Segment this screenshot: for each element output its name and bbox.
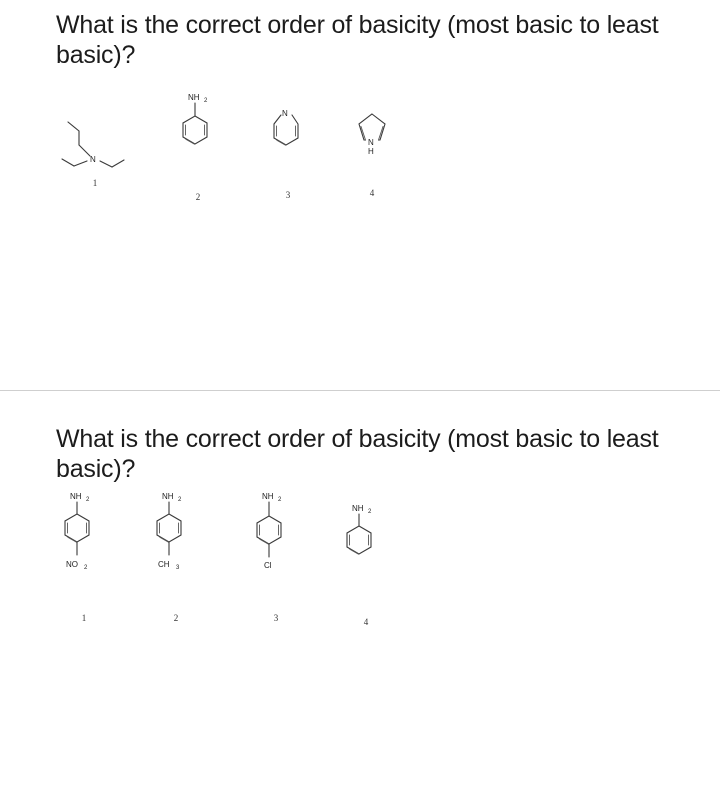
amine-top-subscript: 2 bbox=[368, 509, 372, 515]
question-2-text: What is the correct order of basicity (most basic to least basic)? bbox=[56, 425, 659, 483]
nitroaniline-svg bbox=[48, 487, 120, 597]
structure-4-nitroaniline bbox=[48, 487, 120, 623]
structure-label-3: 3 bbox=[285, 190, 291, 200]
structure-label-1: 1 bbox=[81, 613, 87, 623]
structure-triethylamine bbox=[52, 106, 138, 188]
amine-top-subscript: 2 bbox=[178, 497, 182, 503]
aniline2-svg bbox=[330, 499, 402, 595]
amine-label: NH bbox=[188, 93, 200, 102]
structure-label-4: 4 bbox=[369, 188, 375, 198]
pyrrole-svg bbox=[342, 100, 402, 174]
structure-aniline-2 bbox=[330, 499, 402, 627]
chlorine-bottom-label: Cl bbox=[264, 561, 272, 570]
structure-aniline-1 bbox=[168, 88, 228, 202]
aniline-svg bbox=[168, 88, 228, 176]
structure-label-1: 1 bbox=[92, 178, 98, 188]
question-block-2 bbox=[0, 392, 720, 796]
structure-label-4: 4 bbox=[363, 617, 369, 627]
methyl-bottom-subscript: 3 bbox=[176, 565, 180, 571]
structure-4-methylaniline bbox=[140, 487, 212, 623]
question-block-1 bbox=[0, 0, 720, 390]
nitro-bottom-label: NO bbox=[66, 560, 78, 569]
structure-label-2: 2 bbox=[195, 192, 201, 202]
triethylamine-svg bbox=[52, 106, 138, 176]
methylaniline-svg bbox=[140, 487, 212, 597]
structure-4-chloroaniline bbox=[240, 487, 312, 623]
amine-top-subscript: 2 bbox=[86, 497, 90, 503]
structure-label-2: 2 bbox=[173, 613, 179, 623]
structure-label-3: 3 bbox=[273, 613, 279, 623]
amine-top-label: NH bbox=[70, 492, 82, 501]
amine-subscript: 2 bbox=[204, 98, 208, 104]
structure-pyridine bbox=[258, 100, 318, 200]
section-divider bbox=[0, 390, 720, 391]
chloroaniline-svg bbox=[240, 487, 312, 597]
ring-nitrogen-label: N bbox=[368, 138, 374, 147]
question-1-structures bbox=[0, 88, 720, 228]
amine-top-subscript: 2 bbox=[278, 497, 282, 503]
amine-top-label: NH bbox=[262, 492, 274, 501]
pyridine-svg bbox=[258, 100, 318, 174]
nitrogen-atom-label: N bbox=[90, 155, 96, 164]
nh-hydrogen-label: H bbox=[368, 147, 374, 156]
amine-top-label: NH bbox=[162, 492, 174, 501]
nitro-bottom-subscript: 2 bbox=[84, 565, 88, 571]
structure-pyrrole bbox=[342, 100, 402, 198]
question-1-text: What is the correct order of basicity (most basic to least basic)? bbox=[56, 11, 659, 69]
methyl-bottom-label: CH bbox=[158, 560, 170, 569]
amine-top-label: NH bbox=[352, 504, 364, 513]
question-2-structures bbox=[0, 487, 720, 627]
ring-nitrogen-label: N bbox=[282, 109, 288, 118]
